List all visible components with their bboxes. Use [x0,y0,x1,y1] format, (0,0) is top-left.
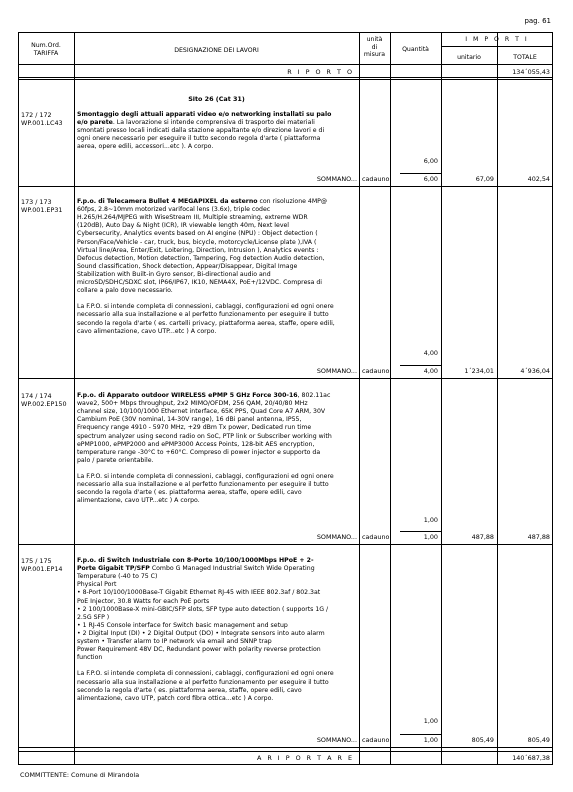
item-description-text: secondo la regola d'arte ( es. piattaforma aerea, staffe, opere edili, cavo [77,686,302,694]
item-unit-price: 1´234,01 [464,367,494,375]
item-description-line [77,606,328,614]
item-description-text: PoE Injector, 30.8 Watts for each PoE ports [77,597,210,605]
item-description-text: alimentazione, cavo UTP...etc ) A corpo. [77,497,200,505]
header-importi: I M P O R T I [465,36,529,43]
item-description-line [77,598,209,606]
item-description-text: aerea, opere edili, accessori...etc ). A corpo. [77,143,214,151]
header-importi-line [441,46,553,47]
riporto-label: R I P O R T O [287,68,354,76]
header-unitario: unitario [457,54,481,61]
riporto-value: 134´055,43 [512,68,550,76]
item-partial-underline [400,734,441,735]
item-partial-underline [400,365,441,366]
item-description-text: wave2, 500+ Mbps throughput, 2x2 MIMO/OFDM, 256 QAM, 20/40/80 MHz [77,400,308,408]
item-description-text: Temperature (-40 to 75 C) [77,573,158,581]
item-separator [18,747,553,748]
item-description-bold: Porte Gigabit TP/SFP [77,565,150,573]
item-description-text: channel size, 10/100/1000 Ethernet interface, 65K PPS, Quad Core A7 ARM, 30V [77,408,326,416]
item-description-text: microSD/SDHC/SDXC slot, IP66/IP67, IK10, NEMA4X, PoE+/12VDC. Compresa di [77,279,323,286]
item-description-bold: e/o parete [77,119,113,127]
item-description-line [77,557,314,565]
item-description-line [77,271,271,279]
item-description-line [77,679,329,687]
item-description-text: secondo la regola d'arte ( es. piattaforma aerea, staffe, opere edili, cavo [77,489,302,497]
item-description-text: ogni onere necessario per eseguire il tutto secondo regola d'arte ( piattaforma [77,135,321,143]
item-description-line [77,222,289,230]
item-description-line [77,424,311,432]
item-description-line [77,687,302,695]
item-partial-quantity: 4,00 [423,349,438,357]
item-description-line [77,581,116,589]
item-description-text: • 8-Port 10/100/1000Base-T Gigabit Ethernet RJ-45 with IEEE 802.3af / 802.3at [77,589,321,597]
item-description-text: La F.P.O. si intende completa di connessioni, cablaggi, configurazioni ed ogni onere [77,473,334,480]
item-description-line [77,473,334,481]
item-description-line [77,646,321,654]
item-description-line [77,589,320,597]
item-description-text: Combo G Managed Industrial Switch Wide Operating [149,565,315,573]
item-description-text: smontati presso locali indicati dalla stazione appaltante e/o direzione lavori e di [77,127,325,135]
item-quantity: 6,00 [423,175,438,183]
header-unita: unità di misura [363,36,386,59]
item-unit: cadauno [362,175,390,183]
item-unit: cadauno [362,736,390,744]
col-divider-qty [441,32,442,765]
item-description-line [77,654,102,662]
item-partial-quantity: 6,00 [423,157,438,165]
item-description-text: function [77,654,103,662]
item-description-line [77,135,320,143]
header-num-ord: Num.Ord. TARIFFA [31,42,61,57]
item-description-text: (120dB), Auto Day & Night (ICR), IR viewable length 40m, Next level [77,222,290,230]
item-description-line [77,497,200,505]
col-divider-desc [359,32,360,765]
item-description-text: secondo la regola d'arte ( es. cartelli privacy, piattaforma aerea, staffe, opere edili, [77,319,335,327]
item-unit: cadauno [362,533,390,541]
header-bottom-line [18,64,553,65]
item-description-line [77,263,297,271]
item-number: 173 / 173 [21,198,52,206]
item-description-line [77,303,334,311]
item-partial-underline [400,531,441,532]
item-number: 174 / 174 [21,392,52,400]
item-total: 402,54 [527,175,550,183]
item-description-text: , 802.11ac [297,392,331,399]
item-description-text: collare a palo dove necessario. [77,287,173,295]
committente: COMMITTENTE: Comune di Mirandola [20,771,140,779]
item-description-text: Frequency range 4910 - 5970 MHz, +29 dBm Tx power, Dedicated run time [77,424,312,432]
item-sommano: SOMMANO... [316,533,357,541]
item-description-line [77,416,301,424]
item-description-line [77,247,319,255]
item-description-text: Person/Face/Vehicle - car, truck, bus, bicycle, motorcycle/License plate ),IVA ( [77,238,317,246]
item-description-line [77,320,335,328]
item-description-line [77,392,330,400]
item-number: 172 / 172 [21,111,52,119]
item-description-line [77,695,273,703]
item-number: 175 / 175 [21,557,52,565]
item-description-line [77,279,322,287]
item-description-text: 60fps, 2.8~10mm motorized varifocal lens (3.6x), triple codec [77,206,271,214]
item-description-line [77,489,302,497]
item-total: 487,88 [527,533,550,541]
item-description-line [77,400,308,408]
item-description-line [77,255,325,263]
item-total: 805,49 [527,736,550,744]
item-description-line [77,408,325,416]
item-description-line [77,206,270,214]
item-description-text: La F.P.O. si intende completa di connessioni, cablaggi, configurazioni ed ogni onere [77,303,334,311]
item-description-line [77,287,173,295]
item-unit-price: 805,49 [471,736,494,744]
col-divider-num [74,32,75,765]
col-divider-price [497,32,498,765]
item-description-line [77,214,308,222]
item-description-bold: F.p.o. di Apparato outdoor WIRELESS ePMP 5 GHz Force 300-16 [77,392,298,399]
item-description-text: Virtual line/Area, Enter/Exit, Loitering, Direction, Intrusion ), Analytics events : [77,246,319,254]
item-description-line [77,622,288,630]
item-description-text: Power Requirement 48V DC, Redundant power with polarity reverse protection [77,646,321,654]
item-description-line [77,328,216,336]
item-code: WP.001.EP31 [21,206,63,215]
item-description-line [77,230,318,238]
item-description-line [77,441,314,449]
item-description-text: • 1 RJ-45 Console interface for Switch basic management and setup [77,621,288,629]
item-description-line [77,630,325,638]
item-description-line [77,670,334,678]
riportare-line [18,751,553,752]
header-totale: TOTALE [513,54,537,61]
item-description-text: con risoluzione 4MP@ [257,198,328,205]
header-quantita: Quantità [402,46,429,53]
item-description-line [77,449,320,457]
item-sommano: SOMMANO... [316,175,357,183]
item-description-text: cavo alimentazione, cavo UTP...etc ) A corpo. [77,327,217,335]
item-description-line [77,481,329,489]
item-description-line [77,573,157,581]
item-description-line [77,143,213,151]
item-total: 4´936,04 [520,367,550,375]
item-separator [18,378,553,379]
item-unit-price: 67,09 [475,175,494,183]
header-designazione: DESIGNAZIONE DEI LAVORI [174,47,259,54]
riporto-line-1 [18,77,553,78]
item-description-line [77,119,315,127]
item-description-text: . La lavorazione si intende comprensiva di trasporto dei materiali [112,119,315,127]
item-quantity: 4,00 [423,367,438,375]
item-sommano: SOMMANO... [316,367,357,375]
item-sommano: SOMMANO... [316,736,357,744]
item-code: WP.001.EP14 [21,565,63,574]
item-description-line [77,239,316,247]
item-description-text: • 2 100/1000Base-X mini-GBIC/SFP slots, SFP type auto detection ( supports 1G / [77,605,329,613]
item-code: WP.001.LC43 [21,119,63,128]
item-separator [18,186,553,187]
item-description-line [77,457,154,465]
item-description-text: necessario alla sua installazione e al perfetto funzionamento per eseguire il tutto [77,311,329,319]
item-description-text: necessario alla sua installazione e al perfetto funzionamento per eseguire il tutto [77,678,329,686]
item-description-text: Physical Port [77,581,117,589]
section-title: Sito 26 (Cat 31) [188,95,245,103]
item-description-text: Stabilization with Built-in Gyro sensor, Bi-directional audio and [77,270,271,278]
item-description-line [77,127,324,135]
item-description-text: alimentazione, cavo UTP, patch cord fibra ottica...etc ) A corpo. [77,694,274,702]
riporto-line-2 [18,79,553,80]
item-description-text: La F.P.O. si intende completa di connessioni, cablaggi, configurazioni ed ogni onere [77,670,334,678]
item-separator [18,544,553,545]
item-description-text: Defocus detection, Motion detection, Tampering, Fog detection Audio detection, [77,254,325,262]
item-description-text: Cybersecurity, Analytics events based on AI engine (NPU) : Object detection ( [77,230,318,238]
item-description-line [77,614,109,622]
item-description-text: palo / parete orientabile. [77,456,154,464]
item-description-text: ePMP1000, ePMP2000 and ePMP3000 Access Points, 128-bit AES encryption, [77,440,315,448]
item-partial-underline [400,173,441,174]
item-description-text: system • Transfer alarm to IP network via email and SNNP trap [77,638,272,645]
item-description-text: Sound classification, Shock detection, Appear/Disappear, Digital Image [77,262,298,270]
item-unit-price: 487,88 [471,533,494,541]
item-description-text: • 2 Digital Input (DI) • 2 Digital Output (DO) • Integrate sensors into auto alarm [77,629,325,637]
item-code: WP.002.EP150 [21,400,67,409]
item-description-bold: F.p.o. di Switch Industriale con 8-Porte 10/100/1000Mbps HPoE + 2- [77,557,314,564]
page-number: pag. 61 [524,17,551,25]
item-description-line [77,565,315,573]
item-quantity: 1,00 [423,533,438,541]
item-description-line [77,638,272,646]
item-unit: cadauno [362,367,390,375]
item-partial-quantity: 1,00 [423,516,438,524]
item-description-text: H.265/H.264/MJPEG with WiseStream III, Multiple streaming, extreme WDR [77,214,308,222]
riportare-value: 140´687,38 [512,754,550,762]
item-description-line [77,198,327,206]
item-description-bold: Smontaggio degli attuali apparati video e/o networking installati su palo [77,111,332,118]
col-divider-unit [390,32,391,765]
riportare-label: A R I P O R T A R E [256,754,354,762]
item-description-bold: F.p.o. di Telecamera Bullet 4 MEGAPIXEL da esterno [77,198,258,205]
item-description-line [77,111,331,119]
item-description-text: temperature range -30°C to +60°C. Compreso di power injector e supporto da [77,448,321,456]
item-description-line [77,311,329,319]
item-description-text: spectrum analyzer using second radio on SoC, PTP link or Subscriber working with [77,432,332,440]
item-quantity: 1,00 [423,736,438,744]
item-description-line [77,433,332,441]
item-description-text: necessario alla sua installazione e al perfetto funzionamento per eseguire il tutto [77,481,329,489]
item-description-text: Cambium PoE (30V nominal, 14-30V range), 16 dBi panel antenna, IP55, [77,416,302,424]
item-description-text: 2.5G SFP ) [77,613,110,621]
item-partial-quantity: 1,00 [423,717,438,725]
